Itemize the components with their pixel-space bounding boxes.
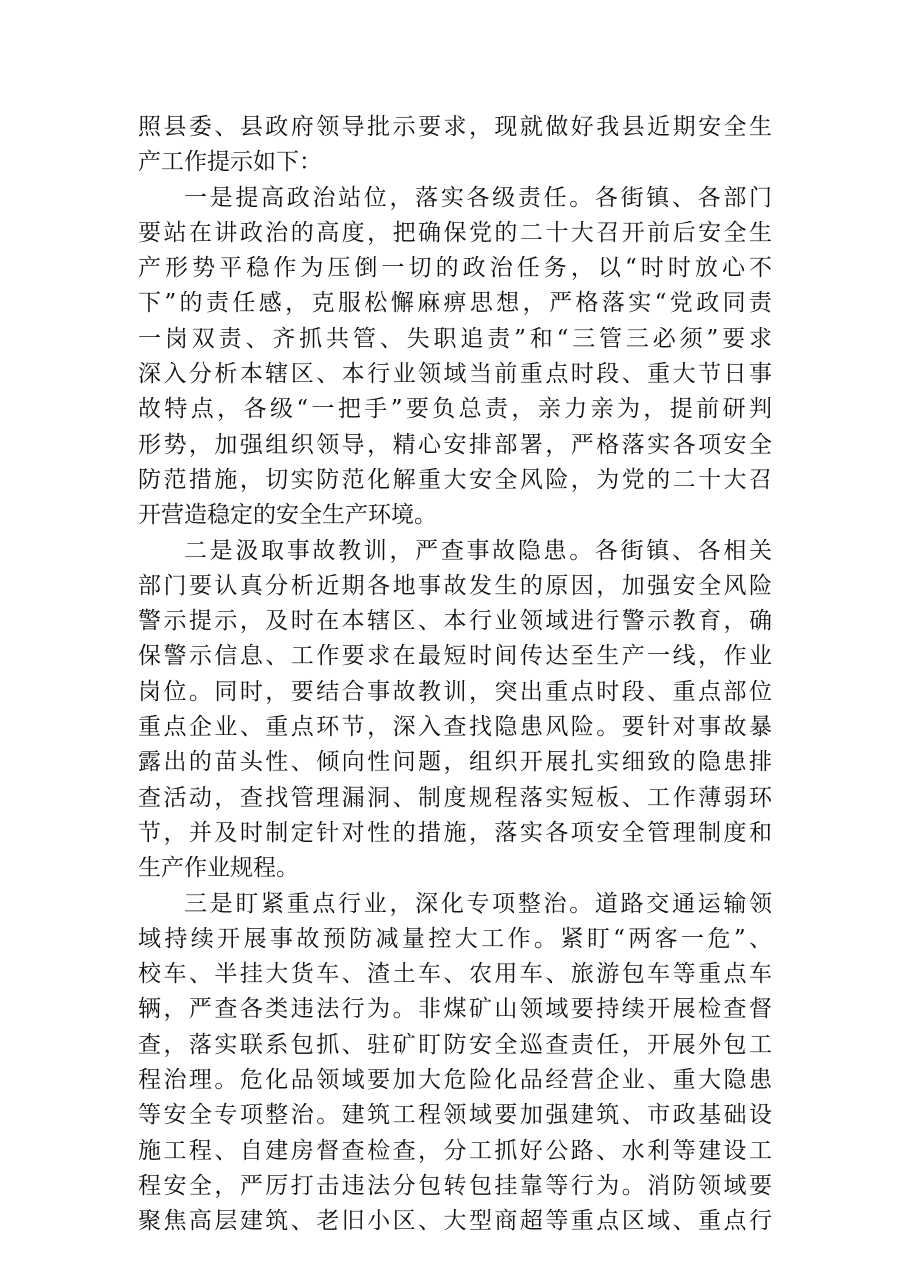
text-line: 照县委、县政府领导批示要求，现就做好我县近期安全生: [138, 114, 772, 140]
text-line: 一岗双责、齐抓共管、失职追责”和“三管三必须”要求: [138, 325, 772, 352]
text-line: 校车、半挂大货车、渣土车、农用车、旅游包车等重点车: [138, 961, 772, 988]
text-line: 开营造稳定的安全生产环境。: [138, 502, 437, 529]
paragraph: [138, 110, 772, 181]
text-line: 警示提示，及时在本辖区、本行业领域进行警示教育，确: [138, 608, 772, 635]
text-line: 故特点，各级“一把手”要负总责，亲力亲为，提前研判: [138, 396, 772, 423]
paragraph: [138, 887, 772, 1240]
text-line: 防范措施，切实防范化解重大安全风险，为党的二十大召: [138, 466, 772, 493]
text-line: 产工作提示如下：: [138, 149, 322, 176]
text-line: 等安全专项整治。建筑工程领域要加强建筑、市政基础设: [138, 1102, 772, 1129]
text-line: 程安全，严厉打击违法分包转包挂靠等行为。消防领域要: [138, 1172, 772, 1199]
text-line: 一是提高政治站位，落实各级责任。各街镇、各部门: [184, 184, 772, 211]
text-line: 查活动，查找管理漏洞、制度规程落实短板、工作薄弱环: [138, 784, 772, 811]
document-body: [138, 110, 772, 1240]
paragraph: [138, 534, 772, 887]
text-line: 重点企业、重点环节，深入查找隐患风险。要针对事故暴: [138, 714, 772, 741]
paragraph: [138, 181, 772, 534]
text-line: 查，落实联系包抓、驻矿盯防安全巡查责任，开展外包工: [138, 1031, 772, 1058]
text-line: 部门要认真分析近期各地事故发生的原因，加强安全风险: [138, 572, 772, 599]
text-line: 三是盯紧重点行业，深化专项整治。道路交通运输领: [184, 890, 772, 917]
text-line: 岗位。同时，要结合事故教训，突出重点时段、重点部位: [138, 678, 772, 705]
text-line: 辆，严查各类违法行为。非煤矿山领域要持续开展检查督: [138, 996, 772, 1023]
text-line: 深入分析本辖区、本行业领域当前重点时段、重大节日事: [138, 361, 772, 388]
text-line: 露出的苗头性、倾向性问题，组织开展扎实细致的隐患排: [138, 749, 772, 776]
text-line: 聚焦高层建筑、老旧小区、大型商超等重点区域、重点行: [138, 1208, 772, 1235]
text-line: 保警示信息、工作要求在最短时间传达至生产一线，作业: [138, 643, 772, 670]
text-line: 程治理。危化品领域要加大危险化品经营企业、重大隐患: [138, 1067, 772, 1094]
text-line: 域持续开展事故预防减量控大工作。紧盯“两客一危”、: [138, 925, 772, 952]
text-line: 形势，加强组织领导，精心安排部署，严格落实各项安全: [138, 431, 772, 458]
text-line: 要站在讲政治的高度，把确保党的二十大召开前后安全生: [138, 219, 772, 246]
text-line: 产形势平稳作为压倒一切的政治任务，以“时时放心不: [138, 255, 772, 282]
text-line: 节，并及时制定针对性的措施，落实各项安全管理制度和: [138, 819, 772, 846]
text-line: 二是汲取事故教训，严查事故隐患。各街镇、各相关: [184, 537, 772, 564]
text-line: 下”的责任感，克服松懈麻痹思想，严格落实“党政同责: [138, 290, 772, 317]
text-line: 生产作业规程。: [138, 855, 299, 882]
text-line: 施工程、自建房督查检查，分工抓好公路、水利等建设工: [138, 1137, 772, 1164]
